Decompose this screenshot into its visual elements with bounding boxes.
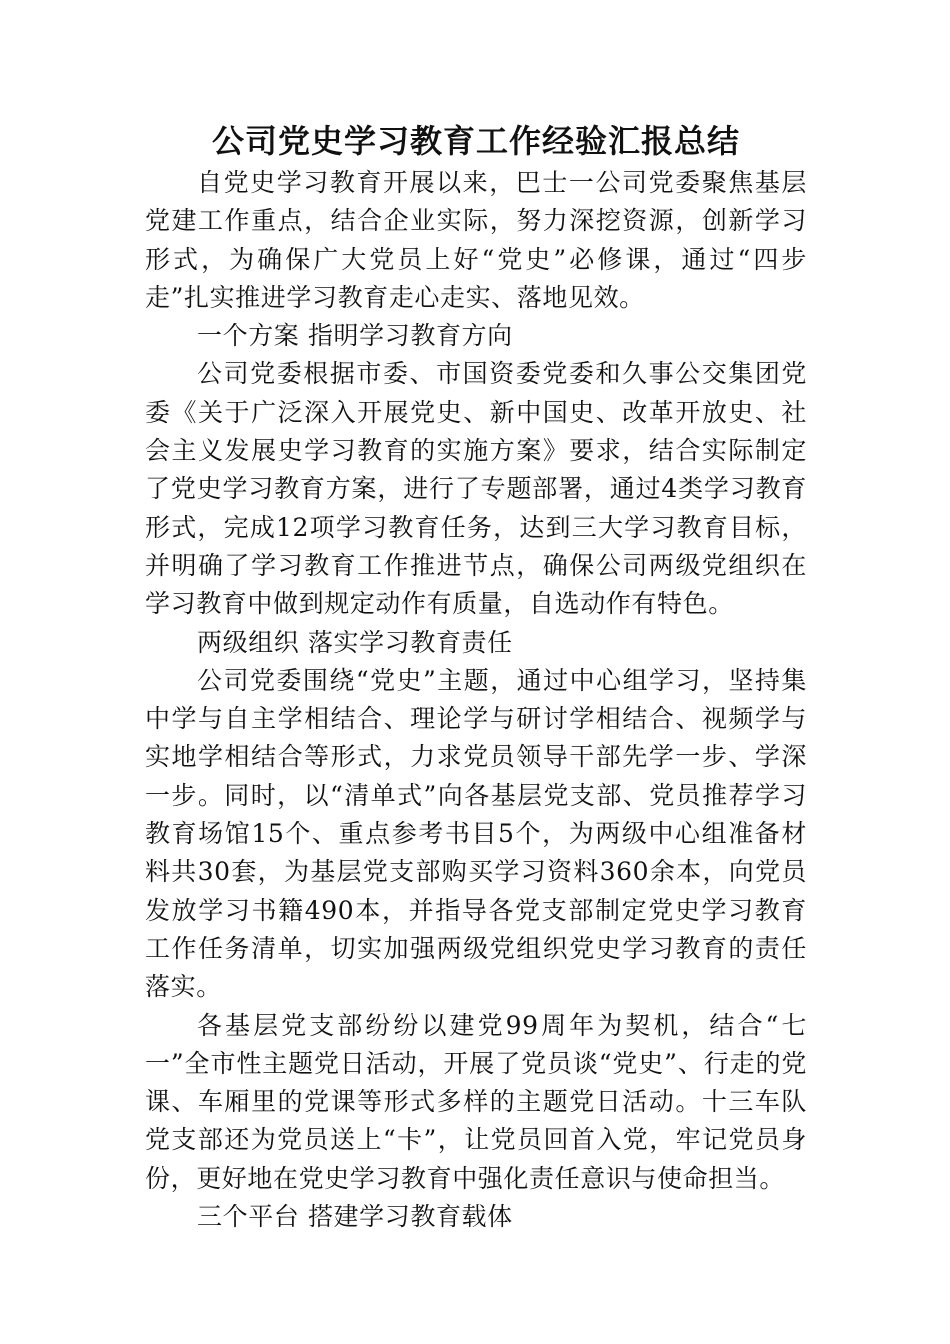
section-heading-platform: 三个平台 搭建学习教育载体 xyxy=(197,1202,513,1232)
document-page xyxy=(145,118,807,1236)
intro-paragraph: 自党史学习教育开展以来，巴士一公司党委聚焦基层党建工作重点，结合企业实际，努力深挖资源，创新学习形式，为确保广大党员上好“党史”必修课，通过“四步走”扎实推进学习教育走心走实、落地见效。 xyxy=(145,168,807,312)
organization-paragraph-1: 公司党委围绕“党史”主题，通过中心组学习，坚持集中学与自主学相结合、理论学与研讨学相结合、视频学与实地学相结合等形式，力求党员领导干部先学一步、学深一步。同时，以“清单式”向各基层党支部、党员推荐学习教育场馆15个、重点参考书目5个，为两级中心组准备材料共30套，为基层党支部购买学习资料360余本，向党员发放学习书籍490本，并指导各党支部制定党史学习教育工作任务清单，切实加强两级党组织党史学习教育的责任落实。 xyxy=(145,665,807,1002)
organization-paragraph-2: 各基层党支部纷纷以建党99周年为契机，结合“七一”全市性主题党日活动，开展了党员谈“党史”、行走的党课、车厢里的党课等形式多样的主题党日活动。十三车队党支部还为党员送上“卡”，让党员回首入党，牢记党员身份，更好地在党史学习教育中强化责任意识与使命担当。 xyxy=(145,1010,807,1193)
section-heading-plan: 一个方案 指明学习教育方向 xyxy=(197,321,513,351)
section-heading-organization: 两级组织 落实学习教育责任 xyxy=(197,627,513,657)
plan-paragraph: 公司党委根据市委、市国资委党委和久事公交集团党委《关于广泛深入开展党史、新中国史、改革开放史、社会主义发展史学习教育的实施方案》要求，结合实际制定了党史学习教育方案，进行了专题部署，通过4类学习教育形式，完成12项学习教育任务，达到三大学习教育目标，并明确了学习教育工作推进节点，确保公司两级党组织在学习教育中做到规定动作有质量，自选动作有特色。 xyxy=(145,359,807,619)
document-title: 公司党史学习教育工作经验汇报总结 xyxy=(211,122,740,160)
